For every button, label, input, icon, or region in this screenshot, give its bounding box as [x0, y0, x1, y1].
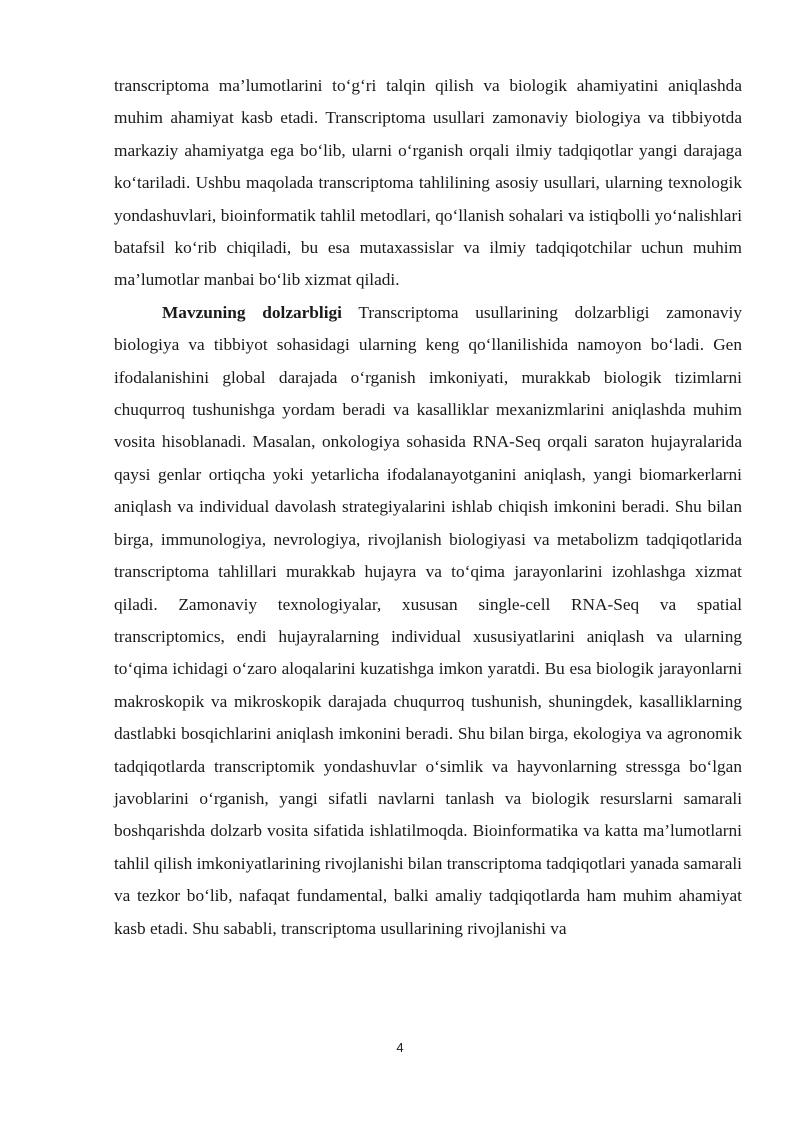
paragraph-text: Transcriptoma usullarining dolzarbligi zamonaviy biologiya va tibbiyot sohasidagi ularning keng qo‘llanilishida namoyon bo‘ladi. Gen ifodalanishini global darajada o‘rganish imkoniyati, murakkab biologik tizimlarni chuqurroq tushunishga yordam beradi va kasalliklar mexanizmlarini aniqlashda muhim vosita hisoblanadi. Masalan, onkologiya sohasida RNA-Seq orqali saraton hujayralarida qaysi genlar ortiqcha yoki yetarlicha ifodalanayotganini aniqlash, yangi biomarkerlarni aniqlash va individual davolash strategiyalarini ishlab chiqish imkonini beradi. Shu bilan birga, immunologiya, nevrologiya, rivojlanish biologiyasi va metabolizm tadqiqotlarida transcriptoma tahlillari murakkab hujayra va to‘qima jarayonlarini izohlashga xizmat qiladi. Zamonaviy texnologiyalar, xususan single-cell RNA-Seq va spatial transcriptomics, endi hujayralarning individual xususiyatlarini aniqlash va ularning to‘qima ichidagi o‘zaro aloqalarini kuzatishga imkon yaratdi. Bu esa biologik jarayonlarni makroskopik va mikroskopik darajada chuqurroq tushunish, shuningdek, kasalliklarning dastlabki bosqichlarini aniqlash imkonini beradi. Shu bilan birga, ekologiya va agronomik tadqiqotlarda transcriptomik yondashuvlar o‘simlik va hayvonlarning stressga bo‘lgan javoblarini o‘rganish, yangi sifatli navlarni tanlash va biologik resurslarni samarali boshqarishda dolzarb vosita sifatida ishlatilmoqda. Bioinformatika va katta ma’lumotlarni tahlil qilish imkoniyatlarining rivojlanishi bilan transcriptoma tadqiqotlari yanada samarali va tezkor bo‘lib, nafaqat fundamental, balki amaliy tadqiqotlarda ham muhim ahamiyat kasb etadi. Shu sababli, transcriptoma usullarining rivojlanishi va: [114, 302, 742, 938]
body-paragraph: [114, 70, 742, 297]
section-lead-heading: Mavzuning dolzarbligi: [162, 302, 342, 322]
paragraph-text: transcriptoma ma’lumotlarini to‘g‘ri talqin qilish va biologik ahamiyatini aniqlashda muhim ahamiyat kasb etadi. Transcriptoma usullari zamonaviy biologiya va tibbiyotda markaziy ahamiyatga ega bo‘lib, ularni o‘rganish orqali ilmiy tadqiqotlar yangi darajaga ko‘tariladi. Ushbu maqolada transcriptoma tahlilining asosiy usullari, ularning texnologik yondashuvlari, bioinformatik tahlil metodlari, qo‘llanish sohalari va istiqbolli yo‘nalishlari batafsil ko‘rib chiqiladi, bu esa mutaxassislar va ilmiy tadqiqotchilar uchun muhim ma’lumotlar manbai bo‘lib xizmat qiladi.: [114, 76, 742, 290]
body-paragraph: [114, 297, 742, 945]
page-number: 4: [396, 1040, 404, 1055]
document-page: [114, 70, 742, 945]
